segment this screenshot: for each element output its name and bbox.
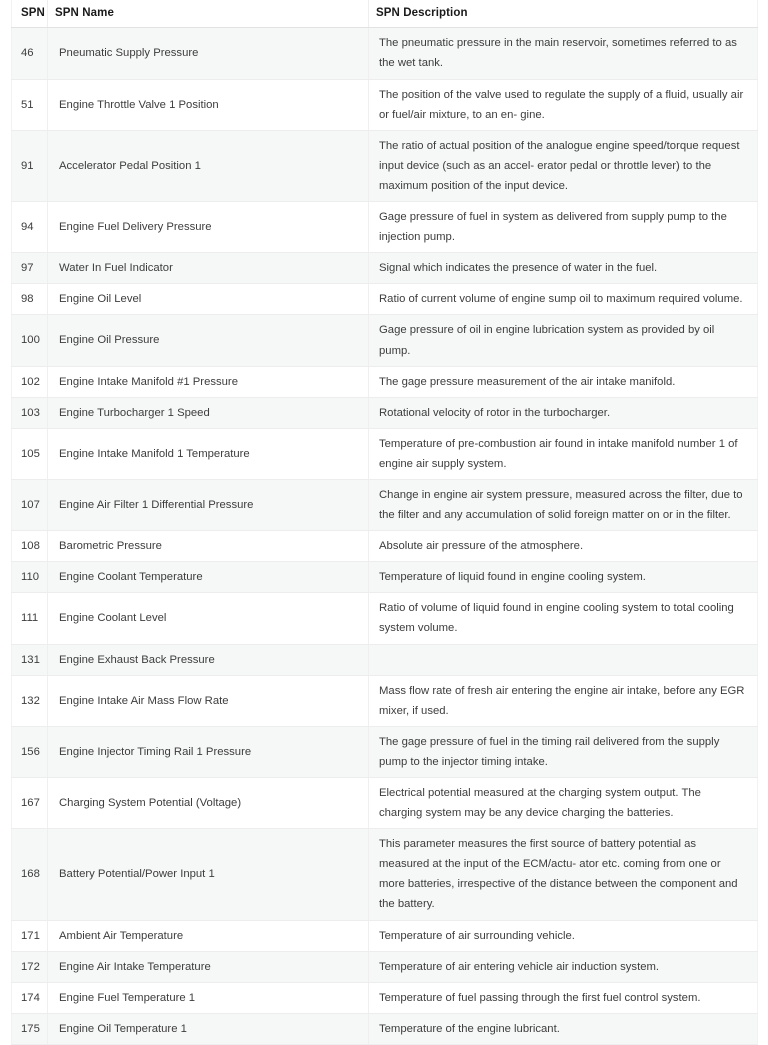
table-row bbox=[12, 951, 758, 982]
cell-spn-description: The ratio of actual position of the analogue engine speed/torque request input device (such as an accel- erator pedal or throttle lever) to the maximum position of the input device. bbox=[369, 130, 758, 201]
cell-spn: 111 bbox=[12, 593, 48, 644]
cell-spn-description: Ratio of current volume of engine sump oil to maximum required volume. bbox=[369, 284, 758, 315]
column-header-spn-name: SPN Name bbox=[48, 0, 369, 28]
table-row bbox=[12, 79, 758, 130]
table-row bbox=[12, 562, 758, 593]
cell-spn-name: Engine Air Filter 1 Differential Pressure bbox=[48, 479, 369, 530]
cell-spn-description: The pneumatic pressure in the main reservoir, sometimes referred to as the wet tank. bbox=[369, 28, 758, 79]
cell-spn-description: This parameter measures the first source of battery potential as measured at the input of the ECM/actu- ator etc. coming from one or more batteries, irrespective of the distance between the component and the battery. bbox=[369, 829, 758, 920]
cell-spn: 110 bbox=[12, 562, 48, 593]
table-row bbox=[12, 531, 758, 562]
table-row bbox=[12, 1013, 758, 1044]
table-row bbox=[12, 130, 758, 201]
cell-spn-description: The position of the valve used to regulate the supply of a fluid, usually air or fuel/air mixture, to an en- gine. bbox=[369, 79, 758, 130]
cell-spn-description bbox=[369, 644, 758, 675]
cell-spn-name: Water In Fuel Indicator bbox=[48, 253, 369, 284]
table-header bbox=[12, 0, 758, 28]
cell-spn: 132 bbox=[12, 675, 48, 726]
cell-spn-name: Pneumatic Supply Pressure bbox=[48, 28, 369, 79]
table-body bbox=[12, 28, 758, 1045]
table-header-row bbox=[12, 0, 758, 28]
cell-spn-name: Engine Intake Manifold #1 Pressure bbox=[48, 366, 369, 397]
cell-spn-description: Electrical potential measured at the charging system output. The charging system may be any device charging the batteries. bbox=[369, 778, 758, 829]
cell-spn: 168 bbox=[12, 829, 48, 920]
table-row bbox=[12, 366, 758, 397]
cell-spn: 46 bbox=[12, 28, 48, 79]
cell-spn: 51 bbox=[12, 79, 48, 130]
cell-spn-name: Engine Injector Timing Rail 1 Pressure bbox=[48, 726, 369, 777]
cell-spn-description: Temperature of liquid found in engine cooling system. bbox=[369, 562, 758, 593]
cell-spn: 91 bbox=[12, 130, 48, 201]
cell-spn-name: Accelerator Pedal Position 1 bbox=[48, 130, 369, 201]
table-row bbox=[12, 920, 758, 951]
cell-spn: 131 bbox=[12, 644, 48, 675]
table-row bbox=[12, 829, 758, 920]
cell-spn: 107 bbox=[12, 479, 48, 530]
table-row bbox=[12, 397, 758, 428]
cell-spn-description: Gage pressure of oil in engine lubrication system as provided by oil pump. bbox=[369, 315, 758, 366]
table-row bbox=[12, 253, 758, 284]
cell-spn-description: The gage pressure measurement of the air intake manifold. bbox=[369, 366, 758, 397]
cell-spn-description: Temperature of pre-combustion air found in intake manifold number 1 of engine air supply system. bbox=[369, 428, 758, 479]
cell-spn-description: Absolute air pressure of the atmosphere. bbox=[369, 531, 758, 562]
table-row bbox=[12, 284, 758, 315]
cell-spn: 100 bbox=[12, 315, 48, 366]
cell-spn: 98 bbox=[12, 284, 48, 315]
cell-spn-name: Engine Exhaust Back Pressure bbox=[48, 644, 369, 675]
cell-spn: 94 bbox=[12, 202, 48, 253]
table-row bbox=[12, 202, 758, 253]
table-row bbox=[12, 315, 758, 366]
cell-spn-name: Engine Throttle Valve 1 Position bbox=[48, 79, 369, 130]
cell-spn: 156 bbox=[12, 726, 48, 777]
table-row bbox=[12, 479, 758, 530]
cell-spn-name: Engine Fuel Temperature 1 bbox=[48, 982, 369, 1013]
cell-spn: 167 bbox=[12, 778, 48, 829]
cell-spn-description: Mass flow rate of fresh air entering the engine air intake, before any EGR mixer, if used. bbox=[369, 675, 758, 726]
cell-spn-name: Engine Fuel Delivery Pressure bbox=[48, 202, 369, 253]
cell-spn-description: Signal which indicates the presence of water in the fuel. bbox=[369, 253, 758, 284]
cell-spn: 102 bbox=[12, 366, 48, 397]
cell-spn-name: Barometric Pressure bbox=[48, 531, 369, 562]
cell-spn-name: Engine Oil Level bbox=[48, 284, 369, 315]
table-row bbox=[12, 644, 758, 675]
cell-spn-name: Charging System Potential (Voltage) bbox=[48, 778, 369, 829]
cell-spn: 175 bbox=[12, 1013, 48, 1044]
cell-spn-description: Rotational velocity of rotor in the turbocharger. bbox=[369, 397, 758, 428]
column-header-spn-description: SPN Description bbox=[369, 0, 758, 28]
table-row bbox=[12, 778, 758, 829]
table-row bbox=[12, 593, 758, 644]
cell-spn-description: Temperature of air entering vehicle air induction system. bbox=[369, 951, 758, 982]
cell-spn-name: Engine Intake Manifold 1 Temperature bbox=[48, 428, 369, 479]
cell-spn: 172 bbox=[12, 951, 48, 982]
cell-spn: 97 bbox=[12, 253, 48, 284]
table-row bbox=[12, 28, 758, 79]
cell-spn-name: Engine Oil Pressure bbox=[48, 315, 369, 366]
cell-spn: 108 bbox=[12, 531, 48, 562]
cell-spn-description: Ratio of volume of liquid found in engine cooling system to total cooling system volume. bbox=[369, 593, 758, 644]
cell-spn: 103 bbox=[12, 397, 48, 428]
cell-spn-name: Engine Coolant Temperature bbox=[48, 562, 369, 593]
cell-spn-name: Engine Oil Temperature 1 bbox=[48, 1013, 369, 1044]
column-header-spn: SPN bbox=[12, 0, 48, 28]
cell-spn: 174 bbox=[12, 982, 48, 1013]
table-row bbox=[12, 428, 758, 479]
cell-spn-description: Change in engine air system pressure, measured across the filter, due to the filter and any accumulation of solid foreign matter on or in the filter. bbox=[369, 479, 758, 530]
cell-spn-name: Engine Coolant Level bbox=[48, 593, 369, 644]
cell-spn: 171 bbox=[12, 920, 48, 951]
cell-spn-description: The gage pressure of fuel in the timing rail delivered from the supply pump to the injector timing intake. bbox=[369, 726, 758, 777]
cell-spn-description: Temperature of fuel passing through the first fuel control system. bbox=[369, 982, 758, 1013]
table-row bbox=[12, 982, 758, 1013]
cell-spn-name: Engine Intake Air Mass Flow Rate bbox=[48, 675, 369, 726]
cell-spn-name: Engine Air Intake Temperature bbox=[48, 951, 369, 982]
spn-reference-table bbox=[11, 0, 758, 1045]
table-row bbox=[12, 726, 758, 777]
cell-spn-name: Battery Potential/Power Input 1 bbox=[48, 829, 369, 920]
cell-spn-name: Engine Turbocharger 1 Speed bbox=[48, 397, 369, 428]
cell-spn-description: Temperature of air surrounding vehicle. bbox=[369, 920, 758, 951]
cell-spn-name: Ambient Air Temperature bbox=[48, 920, 369, 951]
cell-spn: 105 bbox=[12, 428, 48, 479]
table-row bbox=[12, 675, 758, 726]
cell-spn-description: Gage pressure of fuel in system as delivered from supply pump to the injection pump. bbox=[369, 202, 758, 253]
cell-spn-description: Temperature of the engine lubricant. bbox=[369, 1013, 758, 1044]
